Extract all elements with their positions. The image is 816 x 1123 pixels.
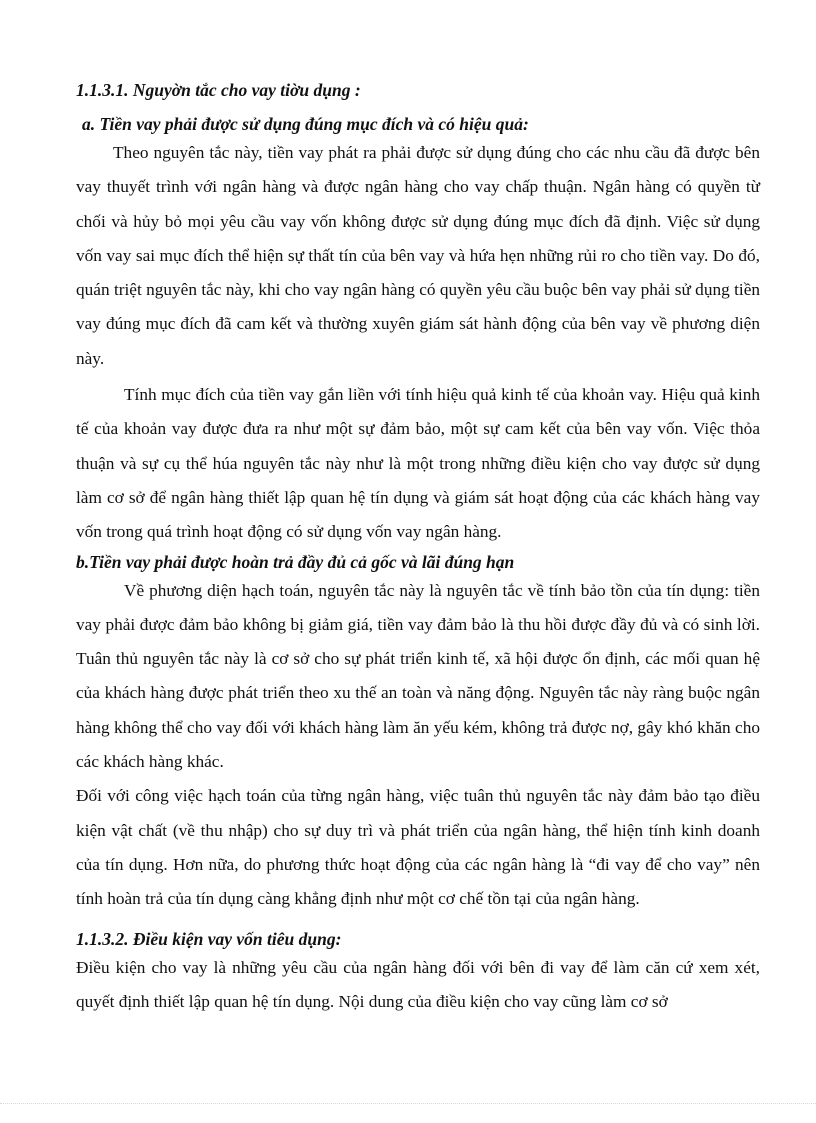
paragraph-efficiency: Tính mục đích của tiền vay gắn liền với tính hiệu quả kinh tế của khoản vay. Hiệu quả kinh tế của khoản vay được đưa ra như một sự đảm bảo, một sự cam kết của bên vay vốn. Việc thỏa thuận và sự cụ thể húa nguyên tắc này như là một trong những điều kiện cho vay được sử dụng làm cơ sở để ngân hàng thiết lập quan hệ tín dụng và giám sát hoạt động của các khách hàng vay vốn trong quá trình hoạt động có sử dụng vốn vay ngân hàng. <box>76 385 760 542</box>
paragraph-loan-conditions: Điều kiện cho vay là những yêu cầu của ngân hàng đối với bên đi vay để làm căn cứ xem xét, quyết định thiết lập quan hệ tín dụng. Nội dung của điều kiện cho vay cũng làm cơ sở <box>76 957 760 1011</box>
paragraph-accounting: Đối với công việc hạch toán của từng ngân hàng, việc tuân thủ nguyên tắc này đảm bảo tạo điều kiện vật chất (về thu nhập) cho sự duy trì và phát triển của ngân hàng, thể hiện tính kinh doanh của tín dụng. Hơn nữa, do phương thức hoạt động của các ngân hàng là “đi vay để cho vay” nên tính hoàn trả của tín dụng càng khẳng định như một cơ chế tồn tại của ngân hàng. <box>76 786 760 909</box>
section-heading-1-1-3-1: 1.1.3.1. Nguyờn tắc cho vay tiờu dụng : <box>76 80 361 100</box>
document-page <box>76 78 760 1019</box>
paragraph-repayment: Về phương diện hạch toán, nguyên tắc này là nguyên tắc về tính bảo tồn của tín dụng: tiền vay phải được đảm bảo không bị giảm giá, tiền vay đảm bảo là thu hồi được đầy đủ và có sinh lời. Tuân thủ nguyên tắc này là cơ sở cho sự phát triển kinh tế, xã hội được ổn định, các mối quan hệ của khách hàng được phát triển theo xu thế an toàn và năng động. Nguyên tắc này ràng buộc ngân hàng không thể cho vay đối với khách hàng làm ăn yếu kém, không trả được nợ, gây khó khăn cho các khách hàng khác. <box>76 580 760 772</box>
subsection-heading-b: b.Tiền vay phải được hoàn trả đầy đủ cả gốc và lãi đúng hạn <box>76 551 515 572</box>
page-bottom-rule <box>0 1103 816 1104</box>
section-heading-1-1-3-2: 1.1.3.2. Điều kiện vay vốn tiêu dụng: <box>76 928 342 949</box>
paragraph-purpose: Theo nguyên tắc này, tiền vay phát ra phải được sử dụng đúng cho các nhu cầu đã được bên vay thuyết trình với ngân hàng và được ngân hàng cho vay chấp thuận. Ngân hàng có quyền từ chối và hủy bỏ mọi yêu cầu vay vốn không được sử dụng đúng mục đích đã định. Việc sử dụng vốn vay sai mục đích thể hiện sự thất tín của bên vay và hứa hẹn những rủi ro cho tiền vay. Do đó, quán triệt nguyên tắc này, khi cho vay ngân hàng có quyền yêu cầu buộc bên vay phải sử dụng tiền vay đúng mục đích đã cam kết và thường xuyên giám sát hành động của bên vay về phương diện này. <box>76 143 760 368</box>
subsection-heading-a: a. Tiền vay phải được sử dụng đúng mục đích và có hiệu quả: <box>82 114 529 134</box>
